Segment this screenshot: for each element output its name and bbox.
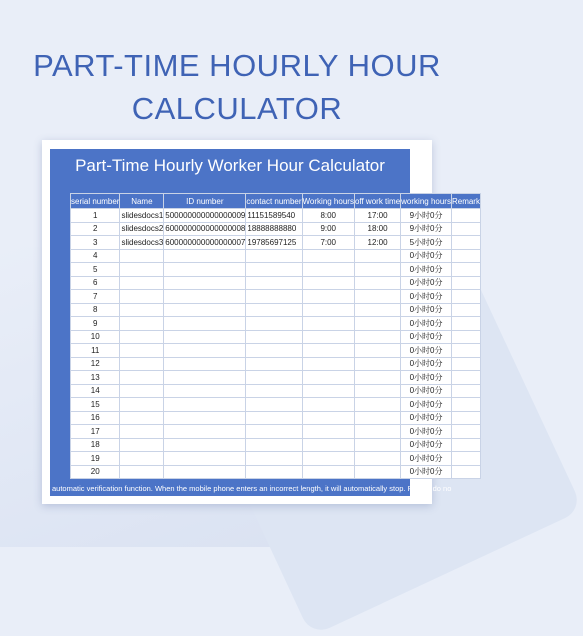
page-title-line-1: PART-TIME HOURLY HOUR — [33, 48, 441, 83]
cell-hours: 9小时0分 — [401, 222, 452, 236]
cell-name — [120, 452, 164, 466]
table-row — [71, 317, 481, 331]
cell-end — [354, 344, 400, 358]
cell-name: slidesdocs1 — [120, 209, 164, 223]
cell-name — [120, 371, 164, 385]
cell-end — [354, 371, 400, 385]
cell-end — [354, 290, 400, 304]
cell-remark — [451, 371, 480, 385]
cell-remark — [451, 263, 480, 277]
cell-contact — [246, 438, 302, 452]
cell-hours: 0小时0分 — [401, 357, 452, 371]
cell-name: slidesdocs2 — [120, 222, 164, 236]
cell-serial: 19 — [71, 452, 120, 466]
cell-contact — [246, 371, 302, 385]
cell-remark — [451, 452, 480, 466]
cell-serial: 2 — [71, 222, 120, 236]
cell-start — [302, 303, 354, 317]
cell-name — [120, 330, 164, 344]
cell-id — [164, 425, 246, 439]
sheet-title: Part-Time Hourly Worker Hour Calculator — [75, 156, 385, 175]
cell-remark — [451, 398, 480, 412]
table-row — [71, 452, 481, 466]
column-header: contact number — [246, 194, 302, 209]
cell-serial: 10 — [71, 330, 120, 344]
cell-contact — [246, 330, 302, 344]
table-row — [71, 398, 481, 412]
cell-end — [354, 263, 400, 277]
cell-hours: 0小时0分 — [401, 398, 452, 412]
cell-name — [120, 425, 164, 439]
cell-start — [302, 425, 354, 439]
cell-serial: 17 — [71, 425, 120, 439]
cell-id — [164, 371, 246, 385]
cell-start — [302, 317, 354, 331]
table-row — [71, 384, 481, 398]
page-title-line-2: CALCULATOR — [131, 91, 343, 126]
cell-remark — [451, 290, 480, 304]
cell-contact — [246, 303, 302, 317]
table-row — [71, 236, 481, 250]
cell-start — [302, 371, 354, 385]
cell-end — [354, 303, 400, 317]
cell-contact — [246, 425, 302, 439]
cell-contact — [246, 249, 302, 263]
cell-contact — [246, 452, 302, 466]
cell-remark — [451, 330, 480, 344]
cell-name — [120, 303, 164, 317]
cell-remark — [451, 222, 480, 236]
table-header-row — [71, 194, 481, 209]
cell-serial: 6 — [71, 276, 120, 290]
hours-table — [70, 193, 481, 479]
cell-serial: 8 — [71, 303, 120, 317]
cell-name — [120, 317, 164, 331]
table-row — [71, 330, 481, 344]
cell-remark — [451, 276, 480, 290]
cell-contact: 11151589540 — [246, 209, 302, 223]
cell-remark — [451, 344, 480, 358]
cell-hours: 0小时0分 — [401, 371, 452, 385]
cell-hours: 0小时0分 — [401, 317, 452, 331]
cell-serial: 12 — [71, 357, 120, 371]
cell-start — [302, 290, 354, 304]
cell-contact — [246, 317, 302, 331]
cell-serial: 9 — [71, 317, 120, 331]
cell-id — [164, 465, 246, 479]
table-row — [71, 371, 481, 385]
cell-start: 9:00 — [302, 222, 354, 236]
cell-start — [302, 465, 354, 479]
cell-id — [164, 276, 246, 290]
cell-serial: 4 — [71, 249, 120, 263]
cell-end — [354, 249, 400, 263]
cell-contact — [246, 411, 302, 425]
cell-serial: 14 — [71, 384, 120, 398]
cell-contact — [246, 398, 302, 412]
table-row — [71, 209, 481, 223]
cell-contact — [246, 465, 302, 479]
cell-end — [354, 276, 400, 290]
cell-start — [302, 263, 354, 277]
cell-start — [302, 276, 354, 290]
cell-end — [354, 357, 400, 371]
cell-id — [164, 344, 246, 358]
cell-name — [120, 398, 164, 412]
column-header: ID number — [164, 194, 246, 209]
cell-hours: 0小时0分 — [401, 438, 452, 452]
table-body — [71, 209, 481, 479]
cell-end — [354, 384, 400, 398]
cell-name: slidesdocs3 — [120, 236, 164, 250]
cell-id: 600000000000000007 — [164, 236, 246, 250]
table-row — [71, 344, 481, 358]
cell-end — [354, 411, 400, 425]
cell-hours: 0小时0分 — [401, 411, 452, 425]
cell-serial: 15 — [71, 398, 120, 412]
cell-remark — [451, 384, 480, 398]
table-row — [71, 290, 481, 304]
cell-id — [164, 438, 246, 452]
cell-start — [302, 384, 354, 398]
cell-hours: 0小时0分 — [401, 344, 452, 358]
cell-name — [120, 263, 164, 277]
cell-id: 500000000000000009 — [164, 209, 246, 223]
cell-serial: 5 — [71, 263, 120, 277]
cell-hours: 0小时0分 — [401, 276, 452, 290]
column-header: working hours — [401, 194, 452, 209]
column-header: Remark — [451, 194, 480, 209]
cell-start — [302, 452, 354, 466]
cell-remark — [451, 357, 480, 371]
cell-name — [120, 357, 164, 371]
cell-start — [302, 249, 354, 263]
cell-end: 17:00 — [354, 209, 400, 223]
cell-end — [354, 317, 400, 331]
cell-hours: 0小时0分 — [401, 384, 452, 398]
table-row — [71, 465, 481, 479]
cell-id — [164, 249, 246, 263]
cell-start: 7:00 — [302, 236, 354, 250]
cell-start — [302, 344, 354, 358]
cell-name — [120, 276, 164, 290]
cell-hours: 0小时0分 — [401, 249, 452, 263]
cell-serial: 7 — [71, 290, 120, 304]
cell-hours: 0小时0分 — [401, 290, 452, 304]
cell-id: 600000000000000008 — [164, 222, 246, 236]
cell-contact: 18888888880 — [246, 222, 302, 236]
cell-hours: 0小时0分 — [401, 465, 452, 479]
cell-end: 18:00 — [354, 222, 400, 236]
cell-start: 8:00 — [302, 209, 354, 223]
cell-serial: 16 — [71, 411, 120, 425]
cell-remark — [451, 236, 480, 250]
cell-end — [354, 425, 400, 439]
column-header: serial number — [71, 194, 120, 209]
table-row — [71, 438, 481, 452]
cell-contact — [246, 263, 302, 277]
cell-id — [164, 290, 246, 304]
cell-remark — [451, 317, 480, 331]
cell-end — [354, 398, 400, 412]
cell-hours: 5小时0分 — [401, 236, 452, 250]
cell-start — [302, 398, 354, 412]
cell-serial: 3 — [71, 236, 120, 250]
cell-start — [302, 411, 354, 425]
cell-hours: 0小时0分 — [401, 303, 452, 317]
cell-hours: 0小时0分 — [401, 452, 452, 466]
table-row — [71, 263, 481, 277]
cell-id — [164, 330, 246, 344]
cell-start — [302, 330, 354, 344]
cell-end — [354, 438, 400, 452]
cell-remark — [451, 465, 480, 479]
spreadsheet-preview — [42, 140, 480, 504]
cell-remark — [451, 249, 480, 263]
cell-start — [302, 357, 354, 371]
cell-serial: 11 — [71, 344, 120, 358]
cell-contact — [246, 276, 302, 290]
cell-contact — [246, 357, 302, 371]
cell-start — [302, 438, 354, 452]
table-row — [71, 249, 481, 263]
cell-id — [164, 263, 246, 277]
sheet-frame — [50, 149, 480, 496]
column-header: Name — [120, 194, 164, 209]
table-row — [71, 303, 481, 317]
footer-note: automatic verification function. When the mobile phone enters an incorrect length, it will automatically stop. Please do no — [50, 482, 410, 496]
cell-id — [164, 317, 246, 331]
cell-remark — [451, 209, 480, 223]
cell-hours: 0小时0分 — [401, 425, 452, 439]
cell-serial: 20 — [71, 465, 120, 479]
cell-hours: 9小时0分 — [401, 209, 452, 223]
cell-serial: 1 — [71, 209, 120, 223]
table-row — [71, 411, 481, 425]
cell-name — [120, 465, 164, 479]
table-row — [71, 425, 481, 439]
cell-contact: 19785697125 — [246, 236, 302, 250]
cell-name — [120, 384, 164, 398]
cell-remark — [451, 438, 480, 452]
table-row — [71, 357, 481, 371]
cell-contact — [246, 344, 302, 358]
cell-name — [120, 249, 164, 263]
cell-id — [164, 411, 246, 425]
cell-remark — [451, 411, 480, 425]
cell-hours: 0小时0分 — [401, 263, 452, 277]
cell-end — [354, 452, 400, 466]
cell-id — [164, 303, 246, 317]
cell-id — [164, 398, 246, 412]
table-row — [71, 276, 481, 290]
cell-name — [120, 344, 164, 358]
cell-name — [120, 290, 164, 304]
table-row — [71, 222, 481, 236]
cell-serial: 18 — [71, 438, 120, 452]
cell-serial: 13 — [71, 371, 120, 385]
cell-hours: 0小时0分 — [401, 330, 452, 344]
column-header: off work time — [354, 194, 400, 209]
cell-remark — [451, 303, 480, 317]
cell-id — [164, 357, 246, 371]
cell-contact — [246, 384, 302, 398]
cell-end — [354, 465, 400, 479]
cell-end: 12:00 — [354, 236, 400, 250]
cell-id — [164, 384, 246, 398]
cell-end — [354, 330, 400, 344]
cell-name — [120, 438, 164, 452]
cell-id — [164, 452, 246, 466]
column-header: Working hours — [302, 194, 354, 209]
cell-name — [120, 411, 164, 425]
cell-remark — [451, 425, 480, 439]
cell-contact — [246, 290, 302, 304]
